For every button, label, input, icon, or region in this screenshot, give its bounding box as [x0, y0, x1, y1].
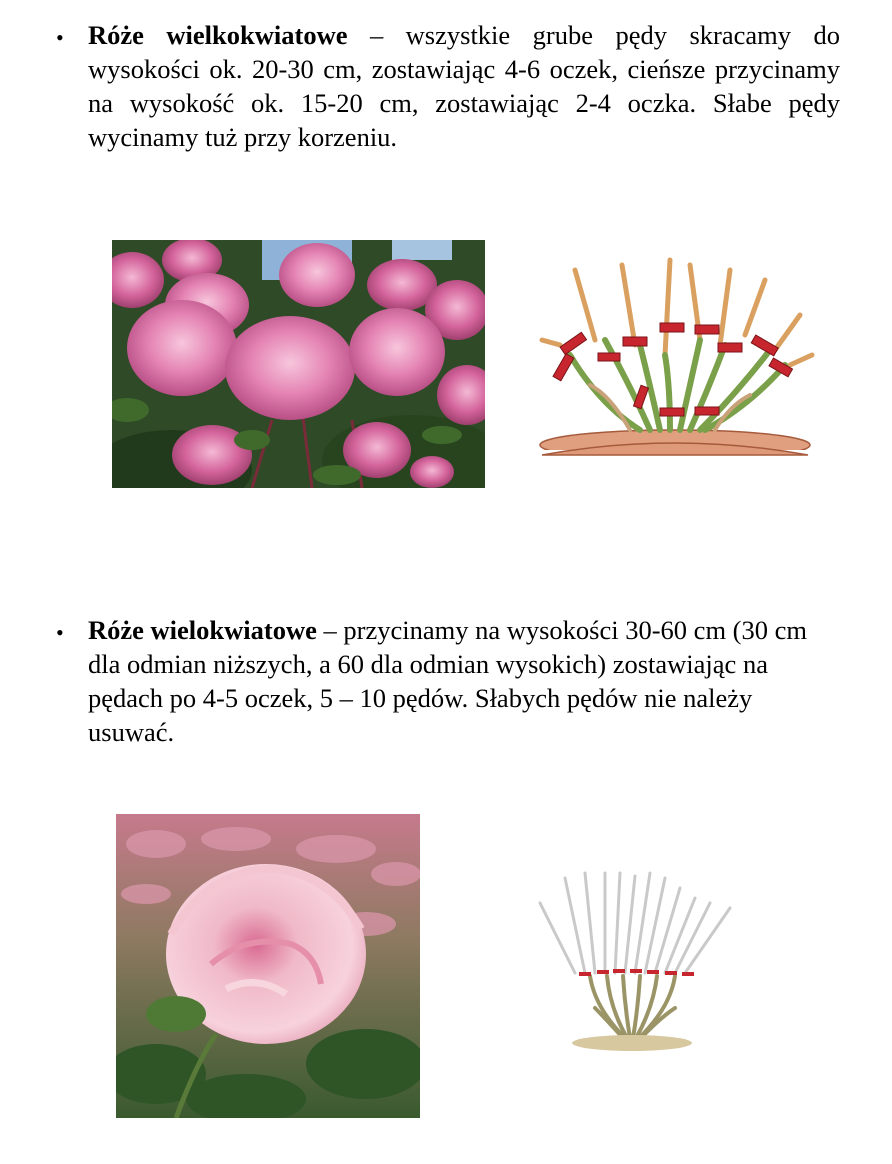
photo-pink-roses-cluster [112, 240, 485, 488]
bullet-1: • [56, 25, 64, 50]
bullet-2: • [56, 620, 64, 645]
term-floribunda: Róże wielokwiatowe [88, 615, 317, 645]
paragraph-hybrid-tea [88, 18, 840, 154]
photo-light-pink-rose [116, 814, 420, 1118]
description-hybrid-tea: – wszystkie grube pędy skracamy do wysokości ok. 20-30 cm, zostawiając 4-6 oczek, cieńsze przycinamy na wysokość ok. 15-20 cm, zostawiając 2-4 oczka. Słabe pędy wycinamy tuż przy korzeniu. [88, 20, 840, 152]
diagram-floribunda-pruning [535, 868, 735, 1056]
term-hybrid-tea: Róże wielkokwiatowe [88, 20, 348, 50]
paragraph-floribunda [88, 613, 840, 749]
diagram-hybrid-tea-pruning [530, 245, 822, 470]
description-floribunda: – przycinamy na wysokości 30-60 cm (30 cm dla odmian niższych, a 60 dla odmian wysokich) zostawiając na pędach po 4-5 oczek, 5 – 10 pędów. Słabych pędów nie należy usuwać. [88, 615, 808, 747]
